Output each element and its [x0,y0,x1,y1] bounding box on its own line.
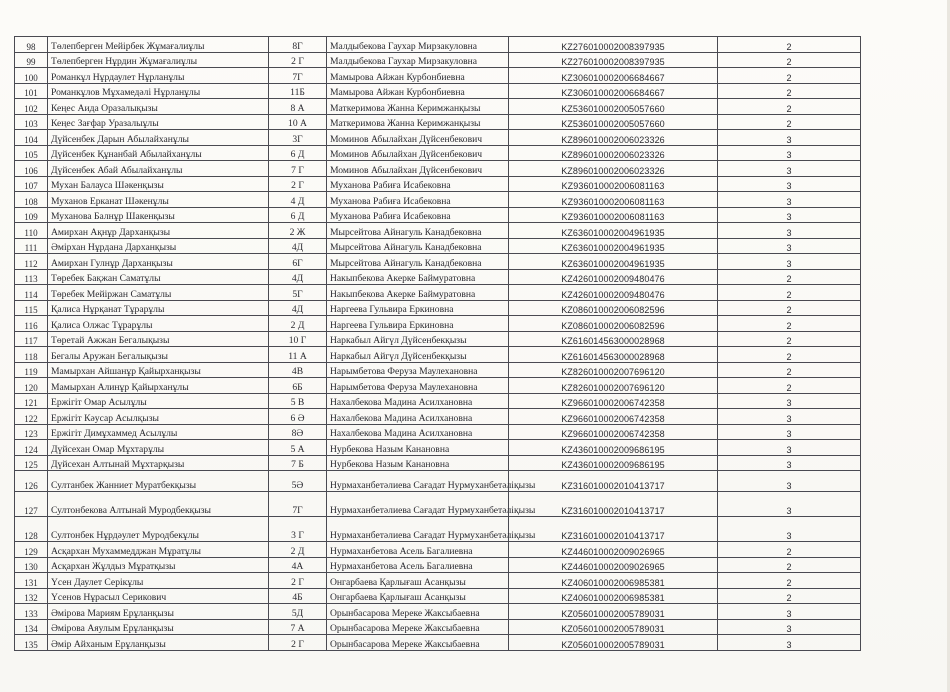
account-number-cell: KZ896010002006023326 [509,130,718,146]
teacher-name-cell: Муханова Рабиға Исабековна [327,192,509,208]
student-name-cell: Төлепберген Нұрдин Жұмағалиұлы [48,52,269,68]
row-number-cell: 122 [15,409,48,425]
teacher-name-cell: Моминов Абылайхан Дүйсенбекович [327,161,509,177]
row-number-cell: 112 [15,254,48,270]
teacher-name-cell: Наргеева Гульвира Еркиновна [327,316,509,332]
teacher-name-cell: Мамырова Айжан Курбонбиевна [327,68,509,84]
class-cell: 4Д [269,269,327,285]
teacher-name-cell: Малдыбекова Гаухар Мирзакуловна [327,52,509,68]
class-cell: 6 Д [269,207,327,223]
teacher-name-cell: Нурмаханбетәлиева Сағадат Нурмуханбетәліқызы [327,471,509,492]
value-cell: 3 [718,223,861,239]
class-cell: 4В [269,362,327,378]
account-number-cell: KZ826010002007696120 [509,362,718,378]
teacher-name-cell: Накыпбекова Акерке Баймуратовна [327,285,509,301]
table-row [15,238,861,254]
row-number-cell: 100 [15,68,48,84]
student-name-cell: Султонбекова Алтынай Муродбекқызы [48,492,269,517]
account-number-cell: KZ636010002004961935 [509,238,718,254]
account-number-cell: KZ316010002010413717 [509,492,718,517]
class-cell: 7 Б [269,455,327,471]
teacher-name-cell: Маткеримова Жанна Керимжанқызы [327,99,509,115]
student-name-cell: Әмірхан Нұрдана Дарханқызы [48,238,269,254]
student-name-cell: Дүйсенбек Абай Абылайханұлы [48,161,269,177]
student-name-cell: Үсенов Нұрасыл Серикович [48,588,269,604]
class-cell: 7Г [269,68,327,84]
value-cell: 2 [718,83,861,99]
class-cell: 7 Г [269,161,327,177]
teacher-name-cell: Моминов Абылайхан Дүйсенбекович [327,130,509,146]
student-name-cell: Султанбек Жанниет Муратбекқызы [48,471,269,492]
table-row [15,542,861,558]
value-cell: 3 [718,619,861,635]
account-number-cell: KZ436010002009686195 [509,440,718,456]
student-name-cell: Муханов Ерканат Шәкенұлы [48,192,269,208]
account-number-cell: KZ276010002008397935 [509,37,718,53]
table-row [15,254,861,270]
student-name-cell: Амирхан Ақнұр Дарханқызы [48,223,269,239]
student-name-cell: Кеңес Зағфар Уразалыұлы [48,114,269,130]
class-cell: 2 Д [269,542,327,558]
class-cell: 5Д [269,604,327,620]
table-row [15,455,861,471]
account-number-cell: KZ276010002008397935 [509,52,718,68]
student-name-cell: Амирхан Гулнұр Дарханқызы [48,254,269,270]
teacher-name-cell: Нурмаханбетәлиева Сағадат Нурмуханбетәліқызы [327,517,509,542]
table-row [15,635,861,651]
roster-body [15,37,861,651]
student-name-cell: Дүйсенбек Құнанбай Абылайханұлы [48,145,269,161]
teacher-name-cell: Орынбасарова Мереке Жаксыбаевна [327,635,509,651]
row-number-cell: 124 [15,440,48,456]
account-number-cell: KZ616014563000028968 [509,347,718,363]
student-name-cell: Әмірова Аяулым Ерұланқызы [48,619,269,635]
teacher-name-cell: Нарымбетова Феруза Маулехановна [327,378,509,394]
teacher-name-cell: Мырсейтова Айнагуль Канадбековна [327,254,509,270]
value-cell: 3 [718,492,861,517]
class-cell: 2 Г [269,176,327,192]
table-row [15,424,861,440]
class-cell: 7Г [269,492,327,517]
row-number-cell: 134 [15,619,48,635]
class-cell: 6Б [269,378,327,394]
account-number-cell: KZ636010002004961935 [509,223,718,239]
account-number-cell: KZ936010002006081163 [509,176,718,192]
table-row [15,161,861,177]
value-cell: 3 [718,254,861,270]
student-name-cell: Романкұлов Мұхамедәлі Нұрланұлы [48,83,269,99]
row-number-cell: 99 [15,52,48,68]
value-cell: 2 [718,542,861,558]
value-cell: 3 [718,238,861,254]
row-number-cell: 110 [15,223,48,239]
class-cell: 4Б [269,588,327,604]
teacher-name-cell: Мамырова Айжан Курбонбиевна [327,83,509,99]
teacher-name-cell: Моминов Абылайхан Дүйсенбекович [327,145,509,161]
class-cell: 3 Г [269,517,327,542]
class-cell: 7 А [269,619,327,635]
class-cell: 2 Д [269,316,327,332]
row-number-cell: 127 [15,492,48,517]
value-cell: 3 [718,176,861,192]
student-roster-table [14,36,861,651]
table-row [15,440,861,456]
student-name-cell: Әмірова Мариям Ерұланқызы [48,604,269,620]
table-row [15,130,861,146]
student-name-cell: Ержігіт Кәусар Асылқызы [48,409,269,425]
student-name-cell: Дүйсехан Омар Мұхтарұлы [48,440,269,456]
account-number-cell: KZ406010002006985381 [509,573,718,589]
teacher-name-cell: Нурмаханбетәлиева Сағадат Нурмуханбетәліқызы [327,492,509,517]
account-number-cell: KZ446010002009026965 [509,542,718,558]
teacher-name-cell: Нахалбекова Мадина Асилхановна [327,393,509,409]
table-row [15,557,861,573]
teacher-name-cell: Онгарбаева Қарлығаш Асанқызы [327,588,509,604]
student-name-cell: Дүйсенбек Дарын Абылайханұлы [48,130,269,146]
student-name-cell: Төребек Бақжан Саматұлы [48,269,269,285]
value-cell: 2 [718,52,861,68]
table-row [15,604,861,620]
account-number-cell: KZ966010002006742358 [509,409,718,425]
teacher-name-cell: Нахалбекова Мадина Асилхановна [327,424,509,440]
table-row [15,207,861,223]
student-name-cell: Әмір Айханым Ерұланқызы [48,635,269,651]
class-cell: 2 Г [269,635,327,651]
row-number-cell: 133 [15,604,48,620]
row-number-cell: 103 [15,114,48,130]
value-cell: 3 [718,471,861,492]
table-row [15,114,861,130]
row-number-cell: 118 [15,347,48,363]
account-number-cell: KZ446010002009026965 [509,557,718,573]
class-cell: 2 Г [269,52,327,68]
student-name-cell: Романкұл Нұрдаулет Нұрланұлы [48,68,269,84]
student-name-cell: Мухан Балауса Шәкенқызы [48,176,269,192]
value-cell: 3 [718,604,861,620]
student-name-cell: Қалиса Олжас Тұрарұлы [48,316,269,332]
student-name-cell: Ержігіт Димұхаммед Асылұлы [48,424,269,440]
account-number-cell: KZ056010002005789031 [509,635,718,651]
table-row [15,393,861,409]
account-number-cell: KZ316010002010413717 [509,471,718,492]
student-name-cell: Төребек Мейіржан Саматұлы [48,285,269,301]
account-number-cell: KZ056010002005789031 [509,604,718,620]
row-number-cell: 132 [15,588,48,604]
account-number-cell: KZ896010002006023326 [509,145,718,161]
value-cell: 2 [718,300,861,316]
account-number-cell: KZ306010002006684667 [509,83,718,99]
row-number-cell: 98 [15,37,48,53]
table-row [15,99,861,115]
account-number-cell: KZ826010002007696120 [509,378,718,394]
table-row [15,68,861,84]
table-row [15,176,861,192]
teacher-name-cell: Наркабыл Айгүл Дүйсенбекқызы [327,331,509,347]
table-row [15,573,861,589]
row-number-cell: 114 [15,285,48,301]
class-cell: 8Г [269,37,327,53]
table-row [15,362,861,378]
account-number-cell: KZ936010002006081163 [509,192,718,208]
value-cell: 3 [718,192,861,208]
value-cell: 3 [718,393,861,409]
class-cell: 2 Ж [269,223,327,239]
row-number-cell: 135 [15,635,48,651]
value-cell: 2 [718,331,861,347]
teacher-name-cell: Нурбекова Назым Канановна [327,440,509,456]
table-row [15,52,861,68]
account-number-cell: KZ966010002006742358 [509,424,718,440]
teacher-name-cell: Наргеева Гульвира Еркиновна [327,300,509,316]
row-number-cell: 121 [15,393,48,409]
teacher-name-cell: Муханова Рабиға Исабековна [327,176,509,192]
table-row [15,192,861,208]
class-cell: 5Ә [269,471,327,492]
class-cell: 5Г [269,285,327,301]
student-name-cell: Ержігіт Омар Асылұлы [48,393,269,409]
teacher-name-cell: Орынбасарова Мереке Жаксыбаевна [327,619,509,635]
class-cell: 4 Д [269,192,327,208]
student-name-cell: Үсен Даулет Серікұлы [48,573,269,589]
class-cell: 4Д [269,300,327,316]
teacher-name-cell: Муханова Рабиға Исабековна [327,207,509,223]
row-number-cell: 131 [15,573,48,589]
account-number-cell: KZ056010002005789031 [509,619,718,635]
row-number-cell: 120 [15,378,48,394]
account-number-cell: KZ086010002006082596 [509,300,718,316]
value-cell: 2 [718,588,861,604]
table-row [15,331,861,347]
class-cell: 11 А [269,347,327,363]
value-cell: 3 [718,409,861,425]
teacher-name-cell: Нарымбетова Феруза Маулехановна [327,362,509,378]
student-name-cell: Бегалы Аружан Бегалықызы [48,347,269,363]
row-number-cell: 128 [15,517,48,542]
row-number-cell: 111 [15,238,48,254]
row-number-cell: 113 [15,269,48,285]
table-row [15,37,861,53]
student-name-cell: Мамырхан Алинұр Қайырханұлы [48,378,269,394]
teacher-name-cell: Нурмаханбетова Асель Багалиевна [327,542,509,558]
value-cell: 2 [718,285,861,301]
account-number-cell: KZ896010002006023326 [509,161,718,177]
account-number-cell: KZ536010002005057660 [509,114,718,130]
table-row [15,347,861,363]
teacher-name-cell: Накыпбекова Акерке Баймуратовна [327,269,509,285]
value-cell: 2 [718,316,861,332]
table-row [15,471,861,492]
table-row [15,619,861,635]
value-cell: 2 [718,573,861,589]
table-row [15,409,861,425]
teacher-name-cell: Нурбекова Назым Канановна [327,455,509,471]
class-cell: 6 Ә [269,409,327,425]
class-cell: 8Ә [269,424,327,440]
value-cell: 3 [718,635,861,651]
student-name-cell: Асқархан Жұлдыз Мұратқызы [48,557,269,573]
table-row [15,269,861,285]
row-number-cell: 104 [15,130,48,146]
value-cell: 2 [718,68,861,84]
class-cell: 5 В [269,393,327,409]
value-cell: 2 [718,378,861,394]
account-number-cell: KZ306010002006684667 [509,68,718,84]
teacher-name-cell: Мырсейтова Айнагуль Канадбековна [327,223,509,239]
table-row [15,145,861,161]
class-cell: 5 А [269,440,327,456]
teacher-name-cell: Мырсейтова Айнагуль Канадбековна [327,238,509,254]
class-cell: 2 Г [269,573,327,589]
account-number-cell: KZ316010002010413717 [509,517,718,542]
value-cell: 3 [718,424,861,440]
account-number-cell: KZ536010002005057660 [509,99,718,115]
value-cell: 3 [718,130,861,146]
class-cell: 3Г [269,130,327,146]
row-number-cell: 123 [15,424,48,440]
table-row [15,223,861,239]
table-row [15,316,861,332]
teacher-name-cell: Наркабыл Айгүл Дүйсенбекқызы [327,347,509,363]
row-number-cell: 130 [15,557,48,573]
class-cell: 8 А [269,99,327,115]
class-cell: 10 Г [269,331,327,347]
account-number-cell: KZ966010002006742358 [509,393,718,409]
value-cell: 3 [718,455,861,471]
value-cell: 3 [718,161,861,177]
value-cell: 2 [718,557,861,573]
row-number-cell: 126 [15,471,48,492]
account-number-cell: KZ426010002009480476 [509,269,718,285]
student-name-cell: Төлепберген Мейірбек Жұмағалиұлы [48,37,269,53]
student-name-cell: Қалиса Нұрқанат Тұрарұлы [48,300,269,316]
account-number-cell: KZ406010002006985381 [509,588,718,604]
table-row [15,492,861,517]
row-number-cell: 125 [15,455,48,471]
account-number-cell: KZ426010002009480476 [509,285,718,301]
row-number-cell: 105 [15,145,48,161]
value-cell: 2 [718,362,861,378]
class-cell: 4А [269,557,327,573]
student-name-cell: Кеңес Аида Оразалықызы [48,99,269,115]
value-cell: 3 [718,145,861,161]
account-number-cell: KZ616014563000028968 [509,331,718,347]
class-cell: 10 А [269,114,327,130]
teacher-name-cell: Малдыбекова Гаухар Мирзакуловна [327,37,509,53]
account-number-cell: KZ636010002004961935 [509,254,718,270]
student-name-cell: Дүйсехан Алтынай Мұхтарқызы [48,455,269,471]
value-cell: 3 [718,207,861,223]
class-cell: 11Б [269,83,327,99]
table-row [15,300,861,316]
value-cell: 2 [718,269,861,285]
table-row [15,285,861,301]
teacher-name-cell: Маткеримова Жанна Керимжанқызы [327,114,509,130]
account-number-cell: KZ936010002006081163 [509,207,718,223]
row-number-cell: 115 [15,300,48,316]
table-row [15,378,861,394]
value-cell: 2 [718,347,861,363]
row-number-cell: 129 [15,542,48,558]
teacher-name-cell: Нахалбекова Мадина Асилхановна [327,409,509,425]
account-number-cell: KZ436010002009686195 [509,455,718,471]
value-cell: 2 [718,114,861,130]
row-number-cell: 107 [15,176,48,192]
row-number-cell: 101 [15,83,48,99]
student-name-cell: Төретай Ажжан Бегалықызы [48,331,269,347]
teacher-name-cell: Орынбасарова Мереке Жаксыбаевна [327,604,509,620]
table-row [15,517,861,542]
teacher-name-cell: Нурмаханбетова Асель Багалиевна [327,557,509,573]
student-name-cell: Мамырхан Айшанұр Қайырханқызы [48,362,269,378]
class-cell: 4Д [269,238,327,254]
class-cell: 6Г [269,254,327,270]
row-number-cell: 108 [15,192,48,208]
value-cell: 2 [718,37,861,53]
row-number-cell: 119 [15,362,48,378]
value-cell: 3 [718,440,861,456]
student-name-cell: Султонбек Нұрдәулет Муродбекұлы [48,517,269,542]
row-number-cell: 116 [15,316,48,332]
student-name-cell: Асқархан Мухаммедджан Мұратұлы [48,542,269,558]
account-number-cell: KZ086010002006082596 [509,316,718,332]
table-row [15,588,861,604]
teacher-name-cell: Онгарбаева Қарлығаш Асанқызы [327,573,509,589]
row-number-cell: 102 [15,99,48,115]
row-number-cell: 106 [15,161,48,177]
class-cell: 6 Д [269,145,327,161]
value-cell: 3 [718,517,861,542]
student-name-cell: Муханова Балнұр Шакенқызы [48,207,269,223]
row-number-cell: 117 [15,331,48,347]
value-cell: 2 [718,99,861,115]
table-row [15,83,861,99]
row-number-cell: 109 [15,207,48,223]
